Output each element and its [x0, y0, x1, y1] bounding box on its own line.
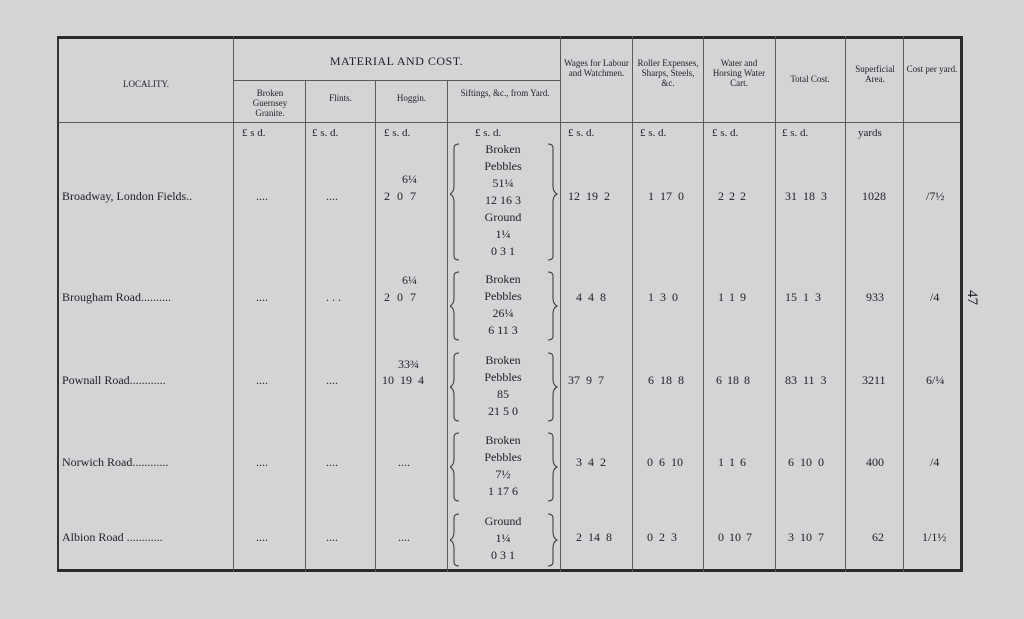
siftings-line: 12 16 3 — [485, 193, 521, 207]
row-total: 3 10 7 — [788, 530, 824, 544]
row-hoggin-cost: 2 0 7 — [384, 290, 416, 304]
header-roller: Roller Expenses, Sharps, Steels, &c. — [637, 58, 699, 88]
siftings-line: 21 5 0 — [488, 404, 518, 418]
header-locality: LOCALITY. — [122, 79, 170, 89]
row-cost-per-yard: /4 — [930, 455, 940, 469]
siftings-line: 6 11 3 — [488, 323, 518, 337]
row-roller: 1 17 0 — [648, 189, 684, 203]
row-total: 83 11 3 — [785, 373, 827, 387]
siftings-line: Pebbles — [484, 450, 522, 464]
row-granite: .... — [256, 290, 268, 304]
row-locality: Brougham Road.......... — [62, 290, 171, 304]
row-water: 1 1 6 — [718, 455, 746, 469]
col-rule — [233, 36, 234, 572]
header-granite: Broken Guernsey Granite. — [252, 88, 288, 118]
row-total: 15 1 3 — [785, 290, 821, 304]
bracket-pair — [450, 270, 562, 342]
row-locality: Norwich Road............ — [62, 455, 169, 469]
row-hoggin-qty: 6¼ — [402, 172, 417, 186]
siftings-line: 0 3 1 — [491, 548, 515, 562]
row-area: 3211 — [862, 373, 886, 387]
unit-hoggin: £ s. d. — [384, 127, 411, 139]
siftings-line: 51¼ — [492, 176, 514, 190]
siftings-line: Broken — [485, 142, 521, 156]
row-granite: .... — [256, 530, 268, 544]
header-siftings: Siftings, &c., from Yard. — [460, 88, 550, 98]
siftings-line: Pebbles — [484, 289, 522, 303]
row-wages: 37 9 7 — [568, 373, 604, 387]
row-cost-per-yard: /4 — [930, 290, 940, 304]
col-rule — [632, 36, 633, 572]
row-wages: 3 4 2 — [576, 455, 606, 469]
unit-granite: £ s d. — [242, 127, 266, 139]
bracket-pair — [450, 142, 562, 262]
row-roller: 0 2 3 — [647, 530, 677, 544]
row-roller: 1 3 0 — [648, 290, 678, 304]
header-rule — [58, 122, 960, 123]
siftings-line: Ground — [484, 210, 522, 224]
row-granite: .... — [256, 455, 268, 469]
unit-siftings: £ s. d. — [475, 127, 502, 139]
row-roller: 0 6 10 — [647, 455, 683, 469]
siftings-line: Pebbles — [484, 370, 522, 384]
siftings-line: 1¼ — [495, 227, 511, 241]
bracket-pair — [450, 512, 562, 568]
unit-area: yards — [858, 127, 882, 139]
header-material-and-cost: MATERIAL AND COST. — [329, 54, 464, 68]
row-total: 6 10 0 — [788, 455, 824, 469]
row-area: 62 — [872, 530, 884, 544]
header-wages: Wages for Labour and Watchmen. — [564, 58, 629, 78]
siftings-line: 1 17 6 — [488, 484, 518, 498]
row-hoggin-qty: 33¾ — [398, 357, 419, 371]
siftings-line: 1¼ — [495, 531, 511, 545]
row-locality: Albion Road ............ — [62, 530, 163, 544]
row-flints: .... — [326, 189, 338, 203]
row-water: 6 18 8 — [716, 373, 750, 387]
row-wages: 2 14 8 — [576, 530, 612, 544]
unit-flints: £ s. d. — [312, 127, 339, 139]
col-rule — [903, 36, 904, 572]
row-water: 2 2 2 — [718, 189, 746, 203]
siftings-line: Ground — [484, 514, 522, 528]
row-hoggin-cost: .... — [398, 530, 410, 544]
unit-water: £ s. d. — [712, 127, 739, 139]
header-flints: Flints. — [329, 93, 352, 103]
row-area: 400 — [866, 455, 884, 469]
row-water: 1 1 9 — [718, 290, 746, 304]
row-wages: 12 19 2 — [568, 189, 610, 203]
row-flints: .... — [326, 373, 338, 387]
row-area: 933 — [866, 290, 884, 304]
row-granite: .... — [256, 373, 268, 387]
header-hoggin: Hoggin. — [396, 93, 427, 103]
row-water: 0 10 7 — [718, 530, 752, 544]
siftings-line: 26¼ — [492, 306, 514, 320]
bracket-pair — [450, 351, 562, 423]
col-rule — [375, 80, 376, 572]
row-granite: .... — [256, 189, 268, 203]
siftings-line: Broken — [485, 433, 521, 447]
siftings-line: 85 — [497, 387, 509, 401]
row-cost-per-yard: 6/¼ — [926, 373, 945, 387]
siftings-line: 0 3 1 — [491, 244, 515, 258]
siftings-line: 7½ — [495, 467, 511, 481]
row-flints: .... — [326, 455, 338, 469]
row-locality: Pownall Road............ — [62, 373, 166, 387]
row-hoggin-cost: .... — [398, 455, 410, 469]
siftings-line: Pebbles — [484, 159, 522, 173]
unit-wages: £ s. d. — [568, 127, 595, 139]
siftings-line: Broken — [485, 272, 521, 286]
col-rule — [447, 80, 448, 572]
unit-total: £ s. d. — [782, 127, 809, 139]
page-number: 47 — [964, 290, 980, 305]
row-total: 31 18 3 — [785, 189, 827, 203]
header-cost-per-yard: Cost per yard. — [906, 64, 958, 74]
col-rule — [305, 80, 306, 572]
bracket-pair — [450, 431, 562, 503]
row-area: 1028 — [862, 189, 886, 203]
header-total: Total Cost. — [790, 74, 830, 84]
row-flints: .... — [326, 530, 338, 544]
row-hoggin-qty: 6¼ — [402, 273, 417, 287]
row-hoggin-cost: 10 19 4 — [382, 373, 424, 387]
siftings-line: Broken — [485, 353, 521, 367]
header-water: Water and Horsing Water Cart. — [712, 58, 766, 88]
unit-roller: £ s. d. — [640, 127, 667, 139]
row-cost-per-yard: 1/1½ — [922, 530, 947, 544]
header-area: Superficial Area. — [855, 64, 895, 84]
row-cost-per-yard: /7½ — [926, 189, 945, 203]
col-rule — [775, 36, 776, 572]
row-flints: . . . — [326, 290, 341, 304]
row-roller: 6 18 8 — [648, 373, 684, 387]
col-rule — [845, 36, 846, 572]
row-locality: Broadway, London Fields.. — [62, 189, 193, 203]
col-rule — [703, 36, 704, 572]
row-wages: 4 4 8 — [576, 290, 606, 304]
row-hoggin-cost: 2 0 7 — [384, 189, 416, 203]
header-rule — [233, 80, 560, 81]
